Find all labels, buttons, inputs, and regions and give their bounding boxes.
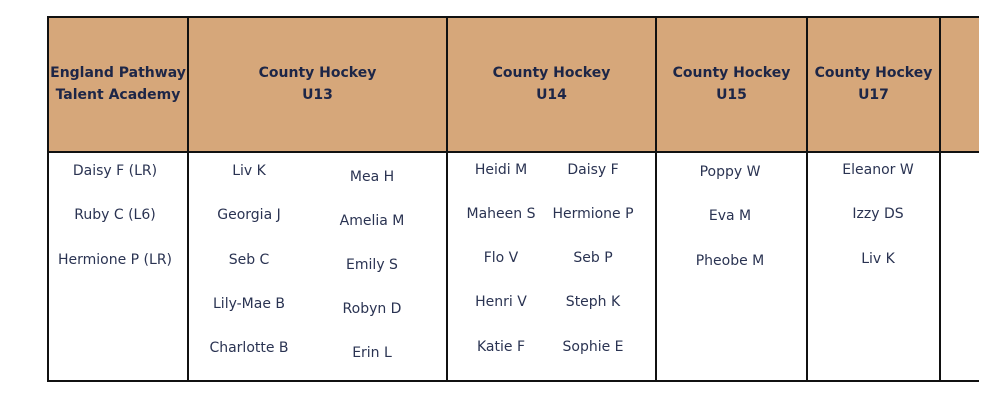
player-name: Pheobe M <box>695 253 765 269</box>
player-name: Poppy W <box>699 164 761 180</box>
player-name: Eleanor W <box>842 162 914 178</box>
player-name: Georgia J <box>217 207 281 223</box>
player-name: Sophie E <box>562 339 624 355</box>
player-name: Henri V <box>475 294 527 310</box>
header-u17 <box>808 16 939 152</box>
header-line: Talent Academy <box>55 87 181 103</box>
player-name: Katie F <box>476 339 526 355</box>
player-name: Maheen S <box>466 206 536 222</box>
player-name: Amelia M <box>339 213 405 229</box>
player-name: Flo V <box>483 250 519 266</box>
player-name: Eva M <box>708 208 752 224</box>
header-line: U17 <box>858 87 889 103</box>
header-line: U13 <box>302 87 333 103</box>
player-name: Izzy DS <box>852 206 904 222</box>
header-line: U15 <box>716 87 747 103</box>
header-u14 <box>448 16 655 152</box>
header-u15 <box>657 16 806 152</box>
player-name: Robyn D <box>342 301 402 317</box>
player-name: Emily S <box>346 257 398 273</box>
header-u13 <box>189 16 446 152</box>
player-name: Erin L <box>352 345 392 361</box>
player-name: Seb C <box>228 252 270 268</box>
player-name: Seb P <box>573 250 613 266</box>
player-name: Hermione P <box>552 206 634 222</box>
player-name: Daisy F (LR) <box>72 163 158 179</box>
header-line: England Pathway <box>50 65 186 81</box>
player-name: Steph K <box>565 294 621 310</box>
player-name: Hermione P (LR) <box>57 252 173 268</box>
squad-table <box>47 16 979 382</box>
header-england-pathway <box>49 16 187 152</box>
column-divider <box>939 16 941 382</box>
player-name: Ruby C (L6) <box>74 207 156 223</box>
header-line: County Hockey <box>492 65 611 81</box>
header-line: U14 <box>536 87 567 103</box>
player-name: Charlotte B <box>209 340 289 356</box>
player-name: Daisy F <box>567 162 619 178</box>
player-name: Liv K <box>861 251 895 267</box>
header-line: County Hockey <box>814 65 933 81</box>
player-name: Lily-Mae B <box>213 296 285 312</box>
header-line: County Hockey <box>672 65 791 81</box>
header-line: County Hockey <box>258 65 377 81</box>
player-name: Liv K <box>232 163 266 179</box>
player-name: Heidi M <box>474 162 528 178</box>
player-name: Mea H <box>349 169 395 185</box>
